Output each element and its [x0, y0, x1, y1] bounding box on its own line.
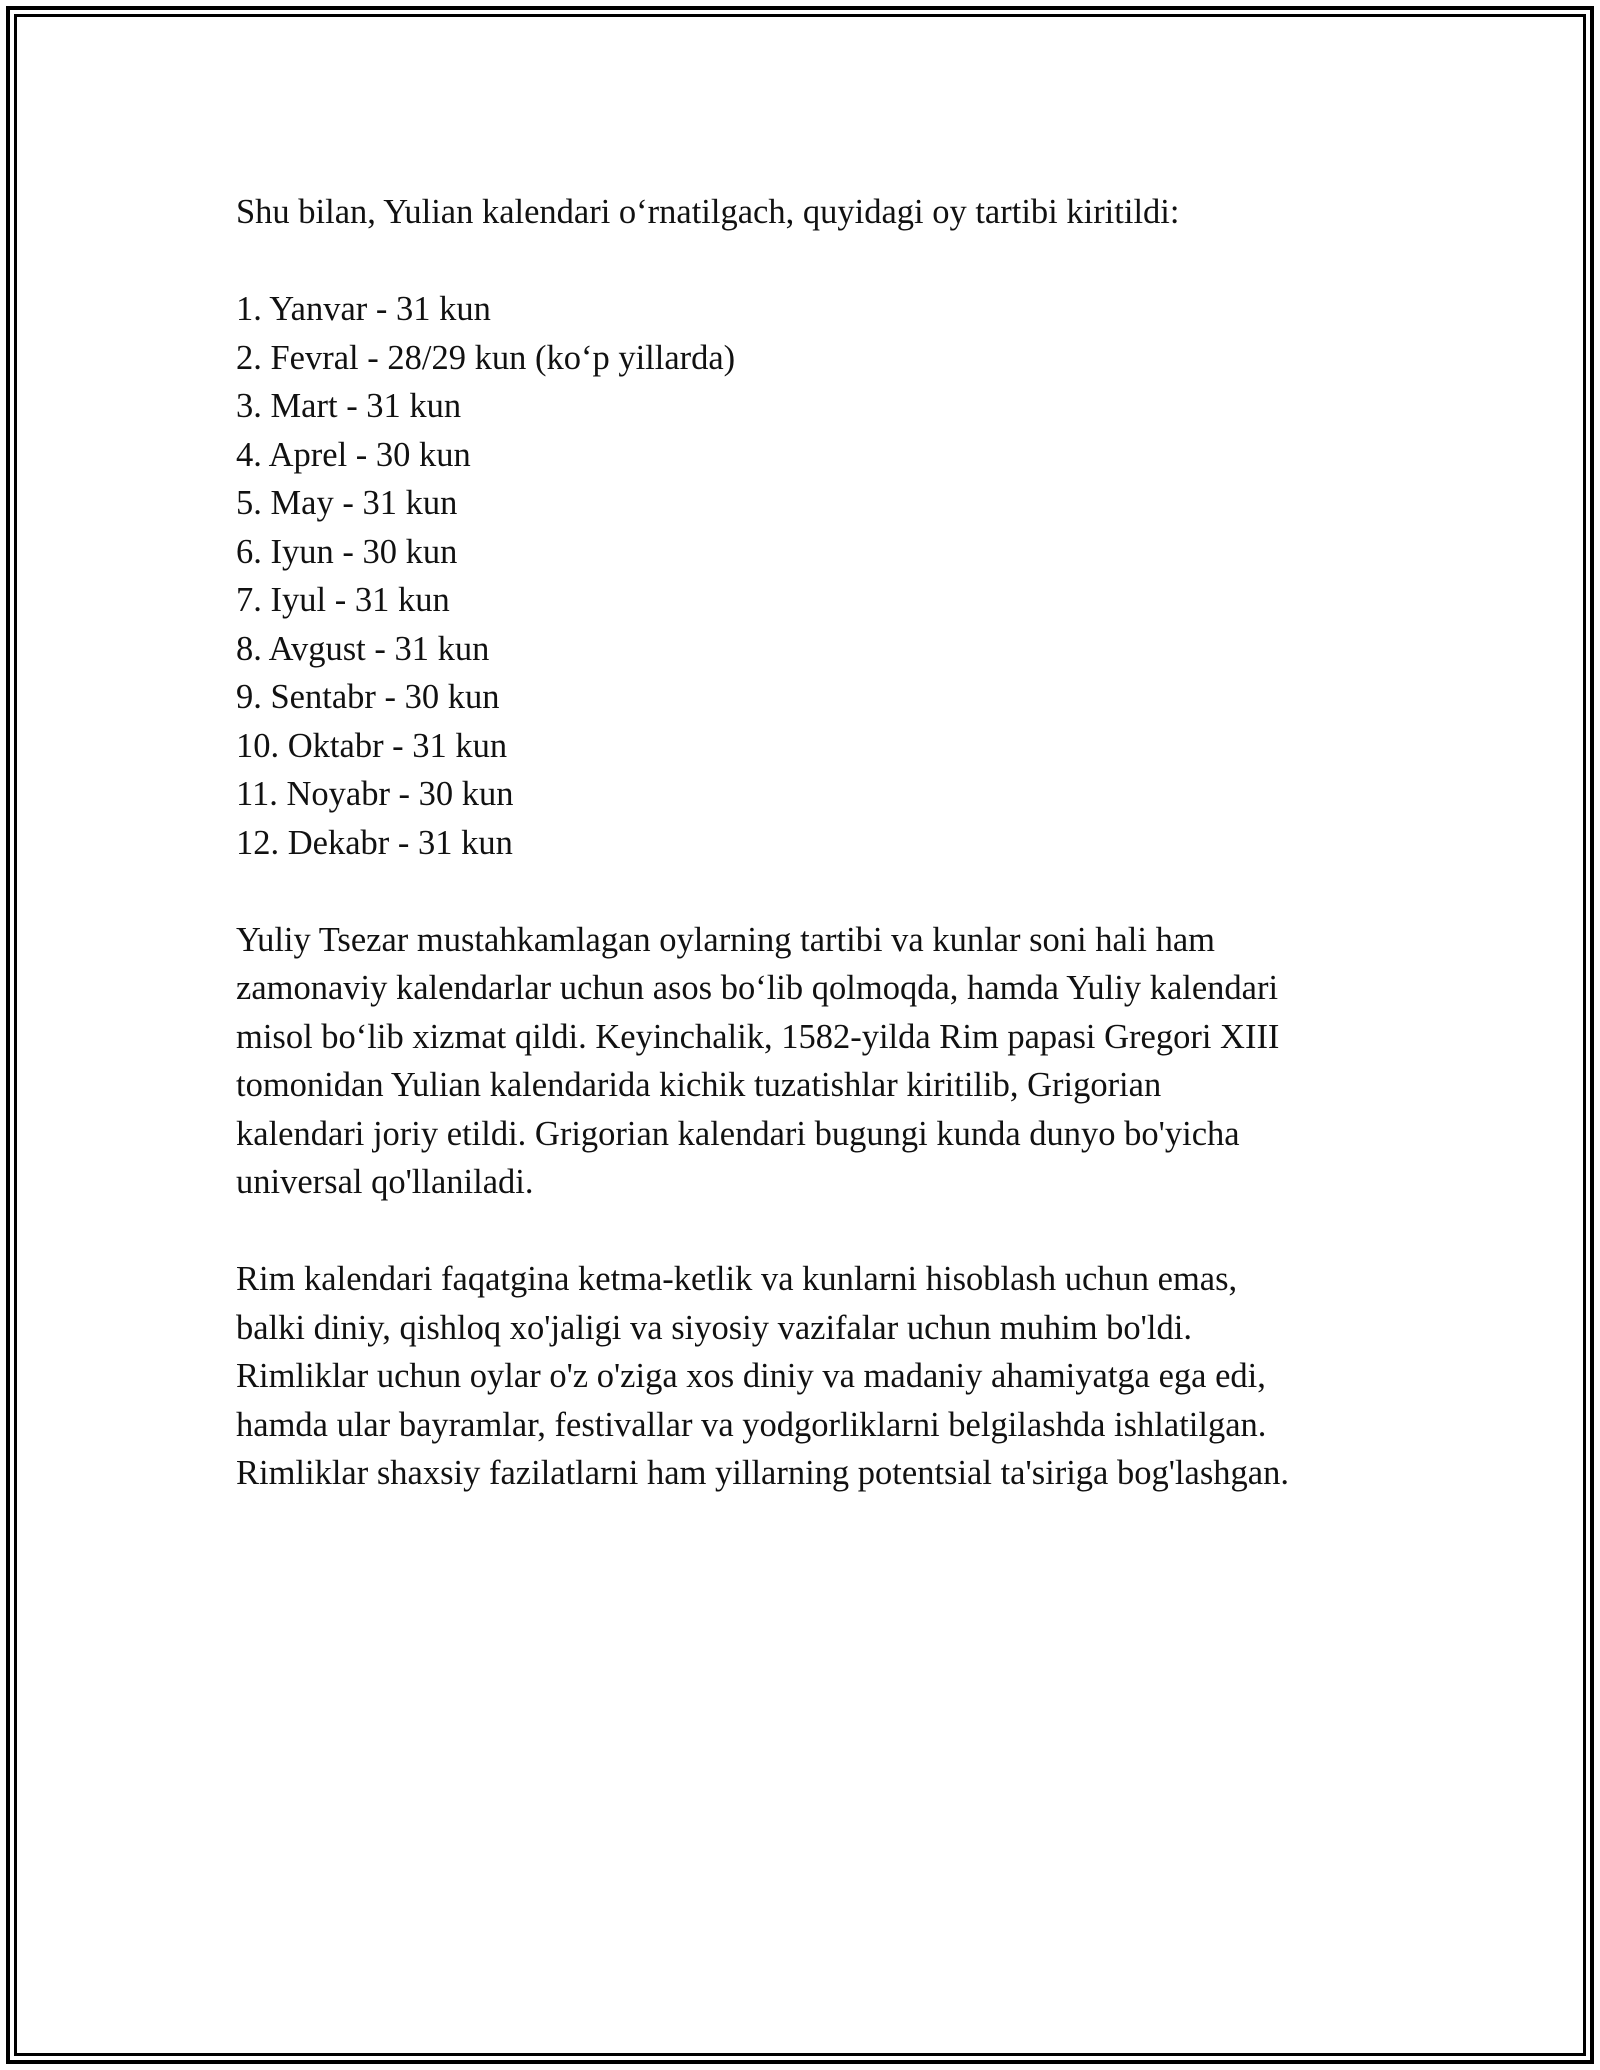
paragraph-line: misol bo‘lib xizmat qildi. Keyinchalik, 1582-yilda Rim papasi Gregori XIII — [236, 1017, 1280, 1056]
paragraph-line: Rimliklar shaxsiy fazilatlarni ham yillarning potentsial ta'siriga bog'lashgan. — [236, 1454, 1289, 1492]
paragraph-line: universal qo'llaniladi. — [236, 1163, 534, 1201]
paragraph-line: tomonidan Yulian kalendarida kichik tuzatishlar kiritilib, Grigorian — [236, 1066, 1162, 1104]
list-item: 11. Noyabr - 30 kun — [236, 775, 514, 813]
list-item: 7. Iyul - 31 kun — [236, 581, 450, 619]
list-item: 9. Sentabr - 30 kun — [236, 678, 500, 716]
paragraph-line: kalendari joriy etildi. Grigorian kalendari bugungi kunda dunyo bo'yicha — [236, 1114, 1240, 1153]
paragraph-line: Yuliy Tsezar mustahkamlagan oylarning tartibi va kunlar soni hali ham — [236, 920, 1216, 959]
list-item: 10. Oktabr - 31 kun — [236, 726, 508, 765]
intro-paragraph: Shu bilan, Yulian kalendari o‘rnatilgach, quyidagi oy tartibi kiritildi: — [236, 193, 1180, 231]
list-item: 2. Fevral - 28/29 kun (ko‘p yillarda) — [236, 338, 736, 377]
paragraph-line: balki diniy, qishloq xo'jaligi va siyosiy vazifalar uchun muhim bo'ldi. — [236, 1308, 1192, 1347]
document-body — [236, 188, 1396, 1498]
month-list — [236, 285, 1396, 867]
list-item: 8. Avgust - 31 kun — [236, 629, 490, 668]
list-item: 4. Aprel - 30 kun — [236, 435, 471, 474]
paragraph-line: zamonaviy kalendarlar uchun asos bo‘lib qolmoqda, hamda Yuliy kalendari — [236, 969, 1279, 1007]
list-item: 5. May - 31 kun — [236, 484, 458, 522]
list-item: 12. Dekabr - 31 kun — [236, 823, 513, 862]
paragraph-line: hamda ular bayramlar, festivallar va yodgorliklarni belgilashda ishlatilgan. — [236, 1405, 1267, 1444]
list-item: 1. Yanvar - 31 kun — [236, 290, 491, 328]
list-item: 6. Iyun - 30 kun — [236, 532, 458, 571]
list-item: 3. Mart - 31 kun — [236, 387, 462, 425]
paragraph-line: Rim kalendari faqatgina ketma-ketlik va kunlarni hisoblash uchun emas, — [236, 1260, 1238, 1298]
paragraph-line: Rimliklar uchun oylar o'z o'ziga xos diniy va madaniy ahamiyatga ega edi, — [236, 1357, 1266, 1395]
roman-calendar-paragraph — [236, 1255, 1396, 1498]
julian-legacy-paragraph — [236, 916, 1396, 1207]
